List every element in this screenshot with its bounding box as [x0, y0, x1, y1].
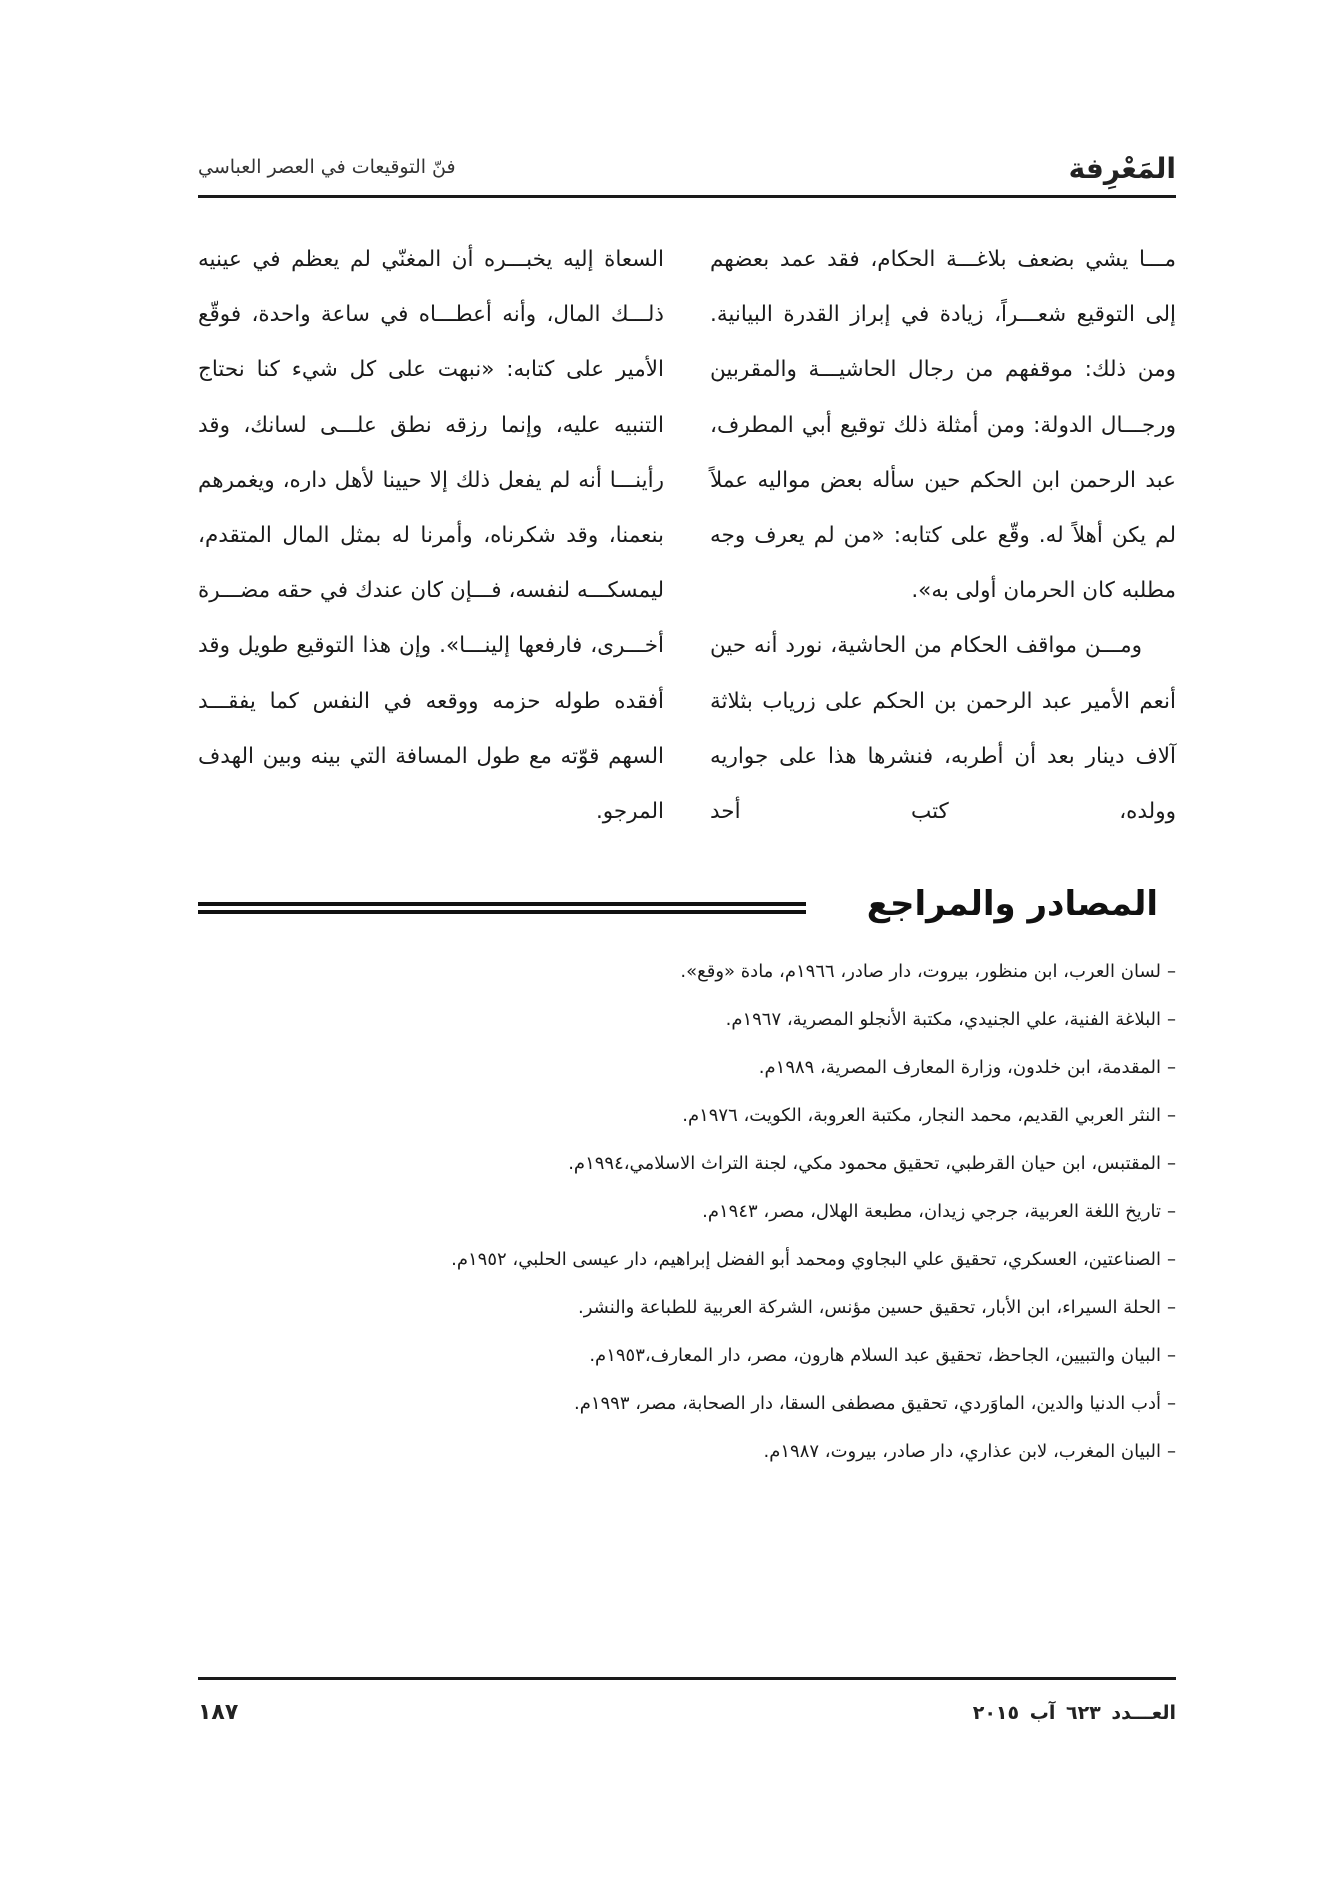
- reference-item: [196, 948, 1176, 996]
- issue-info: [973, 1702, 1176, 1724]
- reference-item: [196, 1332, 1176, 1380]
- reference-item: [196, 1140, 1176, 1188]
- reference-item: [196, 1092, 1176, 1140]
- sources-title: المصادر والمراجع: [866, 884, 1158, 924]
- bullet-dash: –: [1167, 1057, 1176, 1078]
- reference-item: [196, 996, 1176, 1044]
- reference-text: تاريخ اللغة العربية، جرجي زيدان، مطبعة الهلال، مصر، ١٩٤٣م.: [702, 1201, 1161, 1222]
- reference-text: الصناعتين، العسكري، تحقيق علي البجاوي ومحمد أبو الفضل إبراهيم، دار عيسى الحلبي، ١٩٥٢م.: [451, 1249, 1161, 1270]
- reference-item: [196, 1380, 1176, 1428]
- footer-rule: [198, 1677, 1176, 1680]
- reference-text: البيان المغرب، لابن عذاري، دار صادر، بيروت، ١٩٨٧م.: [763, 1441, 1161, 1462]
- reference-text: النثر العربي القديم، محمد النجار، مكتبة العروبة، الكويت، ١٩٧٦م.: [682, 1105, 1161, 1126]
- bullet-dash: –: [1167, 1249, 1176, 1270]
- issue-year: ٢٠١٥: [972, 1702, 1020, 1724]
- article-column-left: [198, 232, 664, 839]
- bullet-dash: –: [1167, 961, 1176, 982]
- bullet-dash: –: [1167, 1153, 1176, 1174]
- reference-item: [196, 1284, 1176, 1332]
- page-header: [198, 150, 1176, 190]
- article-paragraph: السعاة إليه يخبـــره أن المغنّي لم يعظم في عينيه ذلـــك المال، وأنه أعطـــاه في ساعة واحدة، فوقّع الأمير على كتابه: «نبهت على كل شيء كنا نحتاج التنبيه عليه، وإنما رزقه نطق علـــى لسانك، وقد رأينـــا أنه لم يفعل ذلك إلا حيينا لأهل داره، ويغمرهم بنعمنا، وقد شكرناه، وأمرنا له بمثل المال المتقدم، ليمسكـــه لنفسه، فـــإن كان عندك في حقه مضـــرة أخـــرى، فارفعها إلينـــا». وإن هذا التوقيع طويل وقد أفقده طوله حزمه ووقعه في النفس كما يفقـــد السهم قوّته مع طول المسافة التي بينه وبين الهدف المرجو.: [198, 247, 664, 825]
- issue-month: آب: [1029, 1702, 1056, 1724]
- reference-item: [196, 1428, 1176, 1476]
- reference-item: [196, 1188, 1176, 1236]
- reference-item: [196, 1236, 1176, 1284]
- article-paragraph: مـــا يشي بضعف بلاغـــة الحكام، فقد عمد بعضهم إلى التوقيع شعـــراً، زيادة في إبراز القدرة البيانية. ومن ذلك: موقفهم من رجال الحاشيـــة والمقربين ورجـــال الدولة: ومن أمثلة ذلك توقيع أبي المطرف، عبد الرحمن ابن الحكم حين سأله بعض مواليه عملاً لم يكن أهلاً له. وقّع على كتابه: «من لم يعرف وجه مطلبه كان الحرمان أولى به».: [710, 247, 1176, 604]
- reference-text: البيان والتبيين، الجاحظ، تحقيق عبد السلام هارون، مصر، دار المعارف،١٩٥٣م.: [589, 1345, 1161, 1366]
- reference-text: المقتبس، ابن حيان القرطبي، تحقيق محمود مكي، لجنة التراث الاسلامي،١٩٩٤م.: [568, 1153, 1161, 1174]
- header-rule: [198, 195, 1176, 198]
- bullet-dash: –: [1167, 1441, 1176, 1462]
- issue-label: العـــدد: [1111, 1702, 1176, 1724]
- bullet-dash: –: [1167, 1009, 1176, 1030]
- bullet-dash: –: [1167, 1393, 1176, 1414]
- page-number: ١٨٧: [198, 1700, 239, 1725]
- sources-double-rule: [198, 902, 806, 914]
- rule-line: [198, 910, 806, 914]
- reference-text: لسان العرب، ابن منظور، بيروت، دار صادر، ١٩٦٦م، مادة «وقع».: [680, 961, 1161, 982]
- reference-text: المقدمة، ابن خلدون، وزارة المعارف المصرية، ١٩٨٩م.: [758, 1057, 1161, 1078]
- bullet-dash: –: [1167, 1201, 1176, 1222]
- reference-text: الحلة السيراء، ابن الأبار، تحقيق حسين مؤنس، الشركة العربية للطباعة والنشر.: [577, 1297, 1161, 1318]
- reference-text: أدب الدنيا والدين، الماوَردي، تحقيق مصطفى السقا، دار الصحابة، مصر، ١٩٩٣م.: [573, 1393, 1161, 1414]
- bullet-dash: –: [1167, 1105, 1176, 1126]
- references-list: [196, 948, 1176, 1476]
- running-title: فنّ التوقيعات في العصر العباسي: [198, 156, 456, 178]
- rule-line: [198, 902, 806, 906]
- bullet-dash: –: [1167, 1345, 1176, 1366]
- bullet-dash: –: [1167, 1297, 1176, 1318]
- reference-text: البلاغة الفنية، علي الجنيدي، مكتبة الأنجلو المصرية، ١٩٦٧م.: [725, 1009, 1161, 1030]
- article-paragraph: ومـــن مواقف الحكام من الحاشية، نورد أنه حين أنعم الأمير عبد الرحمن بن الحكم على زرياب بثلاثة آلاف دينار بعد أن أطربه، فنشرها هذا على جواريه وولده، كتب أحد: [710, 633, 1176, 825]
- issue-number: ٦٢٣: [1065, 1702, 1101, 1724]
- magazine-masthead: المَعْرِفة: [1068, 152, 1176, 185]
- article-column-right: [710, 232, 1176, 839]
- sources-heading: [198, 880, 1176, 940]
- reference-item: [196, 1044, 1176, 1092]
